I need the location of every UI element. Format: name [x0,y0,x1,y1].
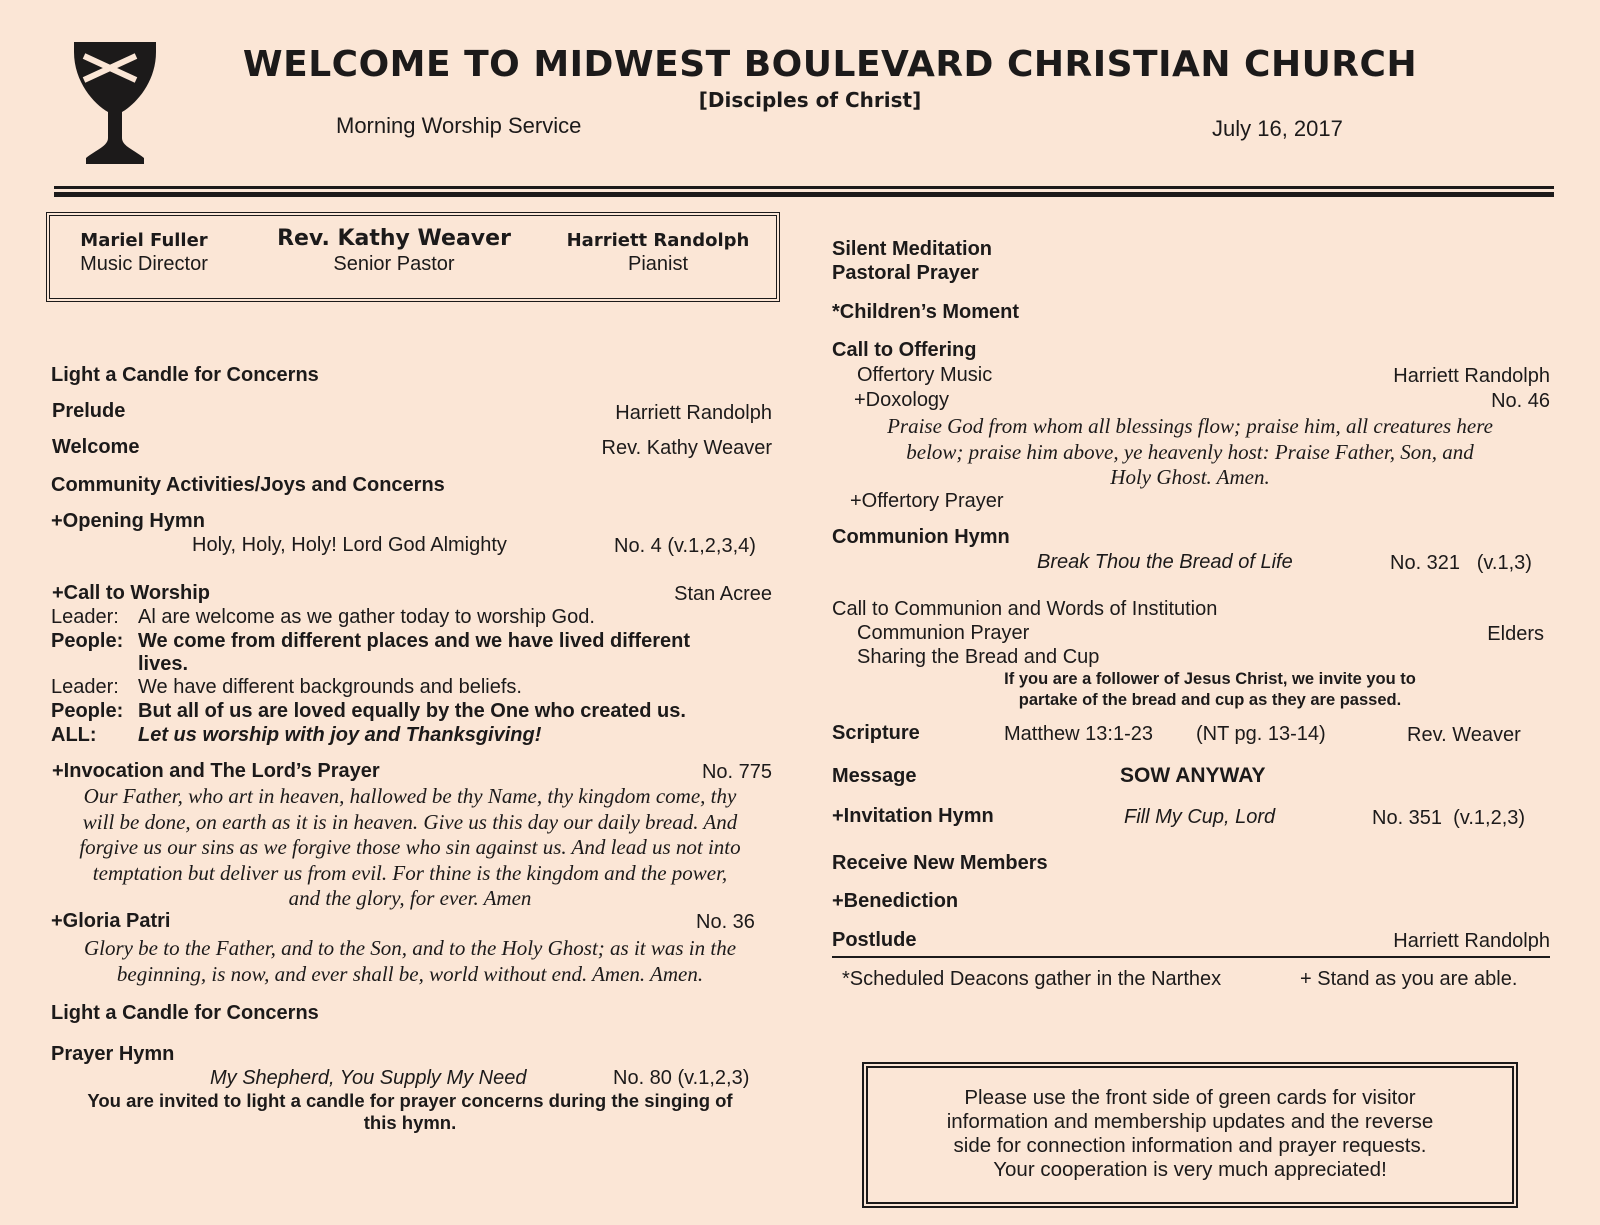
notice-line: Please use the front side of green cards for visitor [964,1086,1416,1109]
prelude-row [52,400,772,423]
scripture-reader: Rev. Weaver [1407,724,1521,746]
postlude-person: Harriett Randolph [1393,930,1550,952]
denomination-subtitle: [Disciples of Christ] [698,88,922,112]
communion-hymn-label: Communion Hymn [832,526,1010,548]
prayer-line: forgive us our sins as we forgive those who sin against us. And lead us not into [79,835,741,859]
staff-role: Senior Pastor [333,253,455,275]
gloria-line: Glory be to the Father, and to the Son, and to the Holy Ghost; as it was in the [83,936,737,960]
doxology-line: Praise God from whom all blessings flow; praise him, all creatures here [887,414,1493,438]
call-to-worship-label: +Call to Worship [52,582,210,604]
chalice-logo [74,42,156,164]
staff-music-director [64,230,224,276]
offertory-music-person: Harriett Randolph [1393,365,1550,387]
prayer-line: will be done, on earth as it is in heaven. Give us this day our daily bread. And [82,809,738,834]
gloria-number: No. 36 [696,911,755,933]
communion-hymn-title: Break Thou the Bread of Life [1037,551,1293,573]
staff-role: Pianist [627,253,689,275]
litany-line: Al are welcome as we gather today to worship God. [138,606,595,628]
notice-line: information and membership updates and the reverse [946,1110,1434,1133]
church-title: WELCOME TO MIDWEST BOULEVARD CHRISTIAN CHURCH [242,44,1418,85]
prelude-label: Prelude [52,400,126,422]
staff-name: Mariel Fuller [80,230,208,251]
call-to-offering: Call to Offering [832,339,977,361]
childrens-moment: *Children’s Moment [832,301,1020,323]
prayer-hymn-label: Prayer Hymn [51,1043,175,1065]
welcome-row [52,436,772,459]
prayer-hymn-note [40,1090,780,1134]
prayer-hymn-title: My Shepherd, You Supply My Need [210,1067,527,1089]
opening-hymn-title: Holy, Holy, Holy! Lord God Almighty [192,534,507,556]
service-date: July 16, 2017 [1212,116,1343,141]
silent-meditation: Silent Meditation [832,238,992,260]
call-to-worship-person: Stan Acree [674,583,772,605]
message-label: Message [832,765,917,787]
sharing-bread-cup: Sharing the Bread and Cup [857,646,1100,668]
invite-line: partake of the bread and cup as they are passed. [1018,691,1402,709]
staff-box [46,212,780,302]
candle-heading: Light a Candle for Concerns [51,1002,319,1024]
receive-new-members: Receive New Members [832,852,1048,874]
doxology-label: +Doxology [854,389,950,411]
staff-role: Music Director [80,253,208,275]
doxology-line: below; praise him above, ye heavenly host: Praise Father, Son, and [906,439,1474,464]
communion-invite [930,669,1490,711]
notice-line: Your cooperation is very much appreciated! [993,1158,1387,1181]
prayer-hymn-number: No. 80 (v.1,2,3) [613,1067,750,1089]
litany-speaker: People: [51,630,124,652]
staff-pianist [550,230,766,276]
visitor-card-notice [862,1062,1518,1208]
communion-prayer-label: Communion Prayer [857,622,1030,644]
litany-speaker: ALL: [51,724,97,746]
doxology-number: No. 46 [1491,390,1550,412]
scripture-page: (NT pg. 13-14) [1196,723,1326,745]
gloria-line: beginning, is now, and ever shall be, world without end. Amen. Amen. [116,961,704,986]
gloria-text [40,936,780,987]
staff-name: Harriett Randolph [566,230,750,251]
welcome-label: Welcome [52,436,140,458]
invocation-row [52,760,772,783]
footnote-deacons: *Scheduled Deacons gather in the Narthex [842,968,1222,990]
opening-hymn-number: No. 4 (v.1,2,3,4) [614,535,756,557]
lords-prayer [40,784,780,912]
call-to-communion: Call to Communion and Words of Institution [832,598,1218,620]
notice-line: side for connection information and prayer requests. [953,1134,1427,1157]
invitation-hymn-number: No. 351 (v.1,2,3) [1372,807,1526,829]
prayer-line: and the glory, for ever. Amen [288,886,532,910]
prayer-line: temptation but deliver us from evil. For thine is the kingdom and the power, [92,860,728,885]
communion-prayer-person: Elders [1487,623,1544,645]
staff-senior-pastor [264,226,524,276]
scripture-label: Scripture [832,722,920,744]
service-name: Morning Worship Service [336,113,582,138]
prayer-line: Our Father, who art in heaven, hallowed be thy Name, thy kingdom come, thy [83,784,737,808]
header-divider-thick [54,192,1554,197]
litany-line-cont: lives. [138,653,189,675]
note-line: this hymn. [363,1112,457,1133]
note-line: You are invited to light a candle for prayer concerns during the singing of [87,1090,733,1111]
sermon-title: SOW ANYWAY [1120,764,1266,787]
benediction: +Benediction [832,890,959,912]
offertory-music-label: Offertory Music [857,364,993,386]
offertory-prayer: +Offertory Prayer [850,490,1004,512]
doxology-text [830,414,1550,491]
welcome-person: Rev. Kathy Weaver [601,437,772,459]
opening-hymn-label: +Opening Hymn [51,510,205,532]
gloria-label: +Gloria Patri [51,910,171,932]
scripture-reference: Matthew 13:1-23 [1004,723,1153,745]
staff-name: Rev. Kathy Weaver [277,226,511,251]
pastoral-prayer: Pastoral Prayer [832,262,979,284]
call-to-worship-row [52,582,772,605]
litany-speaker: Leader: [51,606,119,628]
litany-line: We have different backgrounds and beliefs. [138,676,522,698]
footnote-divider [832,956,1550,958]
invitation-hymn-title: Fill My Cup, Lord [1124,806,1276,828]
community-heading: Community Activities/Joys and Concerns [51,474,445,496]
prelude-person: Harriett Randolph [615,402,772,424]
litany-speaker: Leader: [51,676,119,698]
header-divider [54,186,1554,189]
postlude-label: Postlude [832,929,917,951]
footnote-stand: + Stand as you are able. [1300,968,1518,990]
invocation-number: No. 775 [701,761,772,783]
litany-line: Let us worship with joy and Thanksgiving! [138,724,542,746]
litany-speaker: People: [51,700,124,722]
litany-line: But all of us are loved equally by the One who created us. [138,700,686,722]
invocation-label: +Invocation and The Lord’s Prayer [52,760,380,782]
invite-line: If you are a follower of Jesus Christ, we invite you to [1004,670,1416,688]
candle-heading: Light a Candle for Concerns [51,364,319,386]
litany-line: We come from different places and we have lived different [138,630,691,652]
invitation-hymn-label: +Invitation Hymn [832,805,994,827]
doxology-line: Holy Ghost. Amen. [1110,465,1270,489]
communion-hymn-number: No. 321 (v.1,3) [1390,552,1532,574]
